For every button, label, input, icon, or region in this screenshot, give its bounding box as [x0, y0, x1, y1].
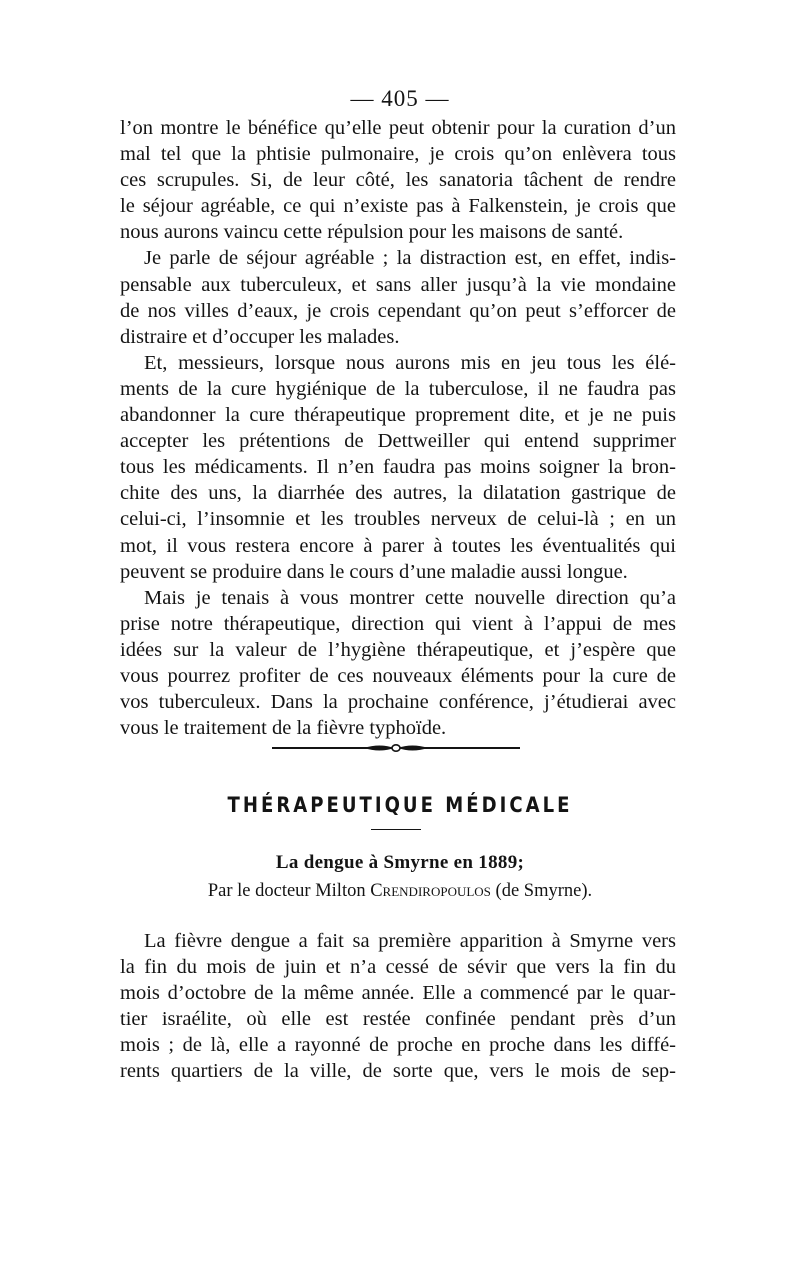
text-line: abandonner la cure thérapeutique proprement dite, et je ne puis — [120, 404, 676, 427]
text-line: tier israélite, où elle est restée confinée pendant près d’un — [120, 1008, 676, 1031]
text-line: La fièvre dengue a fait sa première apparition à Smyrne vers — [144, 930, 676, 952]
continuation-text — [120, 115, 676, 741]
byline-suffix: (de Smyrne). — [490, 881, 593, 901]
text-line: vous le traitement de la fièvre typhoïde. — [120, 717, 447, 740]
title-rule — [371, 829, 421, 830]
text-line: accepter les prétentions de Dettweiller qui entend supprimer — [120, 430, 676, 453]
byline — [0, 881, 800, 902]
text-line: celui-ci, l’insomnie et les troubles nerveux de celui-là ; en un — [120, 508, 676, 531]
text-line: mois d’octobre de la même année. Elle a commencé par le quar- — [120, 982, 676, 1005]
text-line: Mais je tenais à vous montrer cette nouvelle direction qu’a — [144, 586, 676, 609]
text-line: distraire et d’occuper les malades. — [120, 325, 400, 348]
text-line: de nos villes d’eaux, je crois cependant qu’on peut s’efforcer de — [120, 299, 676, 322]
text-line: Et, messieurs, lorsque nous aurons mis en jeu tous les élé- — [144, 351, 676, 374]
text-line: pensable aux tuberculeux, et sans aller jusqu’à la vie mondaine — [120, 273, 676, 296]
text-line: Je parle de séjour agréable ; la distraction est, en effet, indis- — [144, 247, 676, 270]
text-line: prise notre thérapeutique, direction qui vient à l’appui de mes — [120, 612, 676, 635]
article-title: La dengue à Smyrne en 1889; — [275, 852, 525, 873]
author-name: Crendiropoulos — [370, 881, 491, 901]
text-line: chite des uns, la diarrhée des autres, la dilatation gastrique de — [120, 482, 676, 505]
text-line: ces scrupules. Si, de leur côté, les sanatoria tâchent de rendre — [120, 169, 676, 192]
byline-prefix: Par le docteur Milton — [207, 881, 371, 901]
text-line: ments de la cure hygiénique de la tuberculose, il ne faudra pas — [120, 377, 676, 400]
text-line: rents quartiers de la ville, de sorte que, vers le mois de sep- — [120, 1060, 676, 1083]
text-line: vous pourrez profiter de ces nouveaux éléments pour la cure de — [120, 664, 676, 687]
text-line: mois ; de là, elle a rayonné de proche en proche dans les diffé- — [120, 1034, 676, 1057]
text-line: mot, il vous restera encore à parer à toutes les éventualités qui — [120, 534, 676, 557]
ornamental-separator — [272, 740, 520, 756]
text-line: idées sur la valeur de l’hygiène thérapeutique, et j’espère que — [120, 638, 676, 661]
section-title: THÉRAPEUTIQUE MÉDICALE — [227, 793, 573, 817]
text-line: mal tel que la phtisie pulmonaire, je crois qu’on enlèvera tous — [120, 143, 676, 166]
text-line: le séjour agréable, ce qui n’existe pas à Falkenstein, je crois que — [120, 195, 676, 218]
text-line: nous aurons vaincu cette répulsion pour les maisons de santé. — [120, 221, 624, 244]
text-line: tous les médicaments. Il n’en faudra pas moins soigner la bron- — [120, 456, 676, 479]
page-number: — 405 — — [350, 86, 450, 111]
article-body — [120, 928, 676, 1085]
text-line: vos tuberculeux. Dans la prochaine conférence, j’étudierai avec — [120, 691, 676, 714]
text-line: peuvent se produire dans le cours d’une maladie aussi longue. — [120, 560, 628, 583]
text-line: l’on montre le bénéfice qu’elle peut obtenir pour la curation d’un — [120, 117, 676, 139]
text-line: la fin du mois de juin et n’a cessé de sévir que vers la fin du — [120, 956, 676, 979]
